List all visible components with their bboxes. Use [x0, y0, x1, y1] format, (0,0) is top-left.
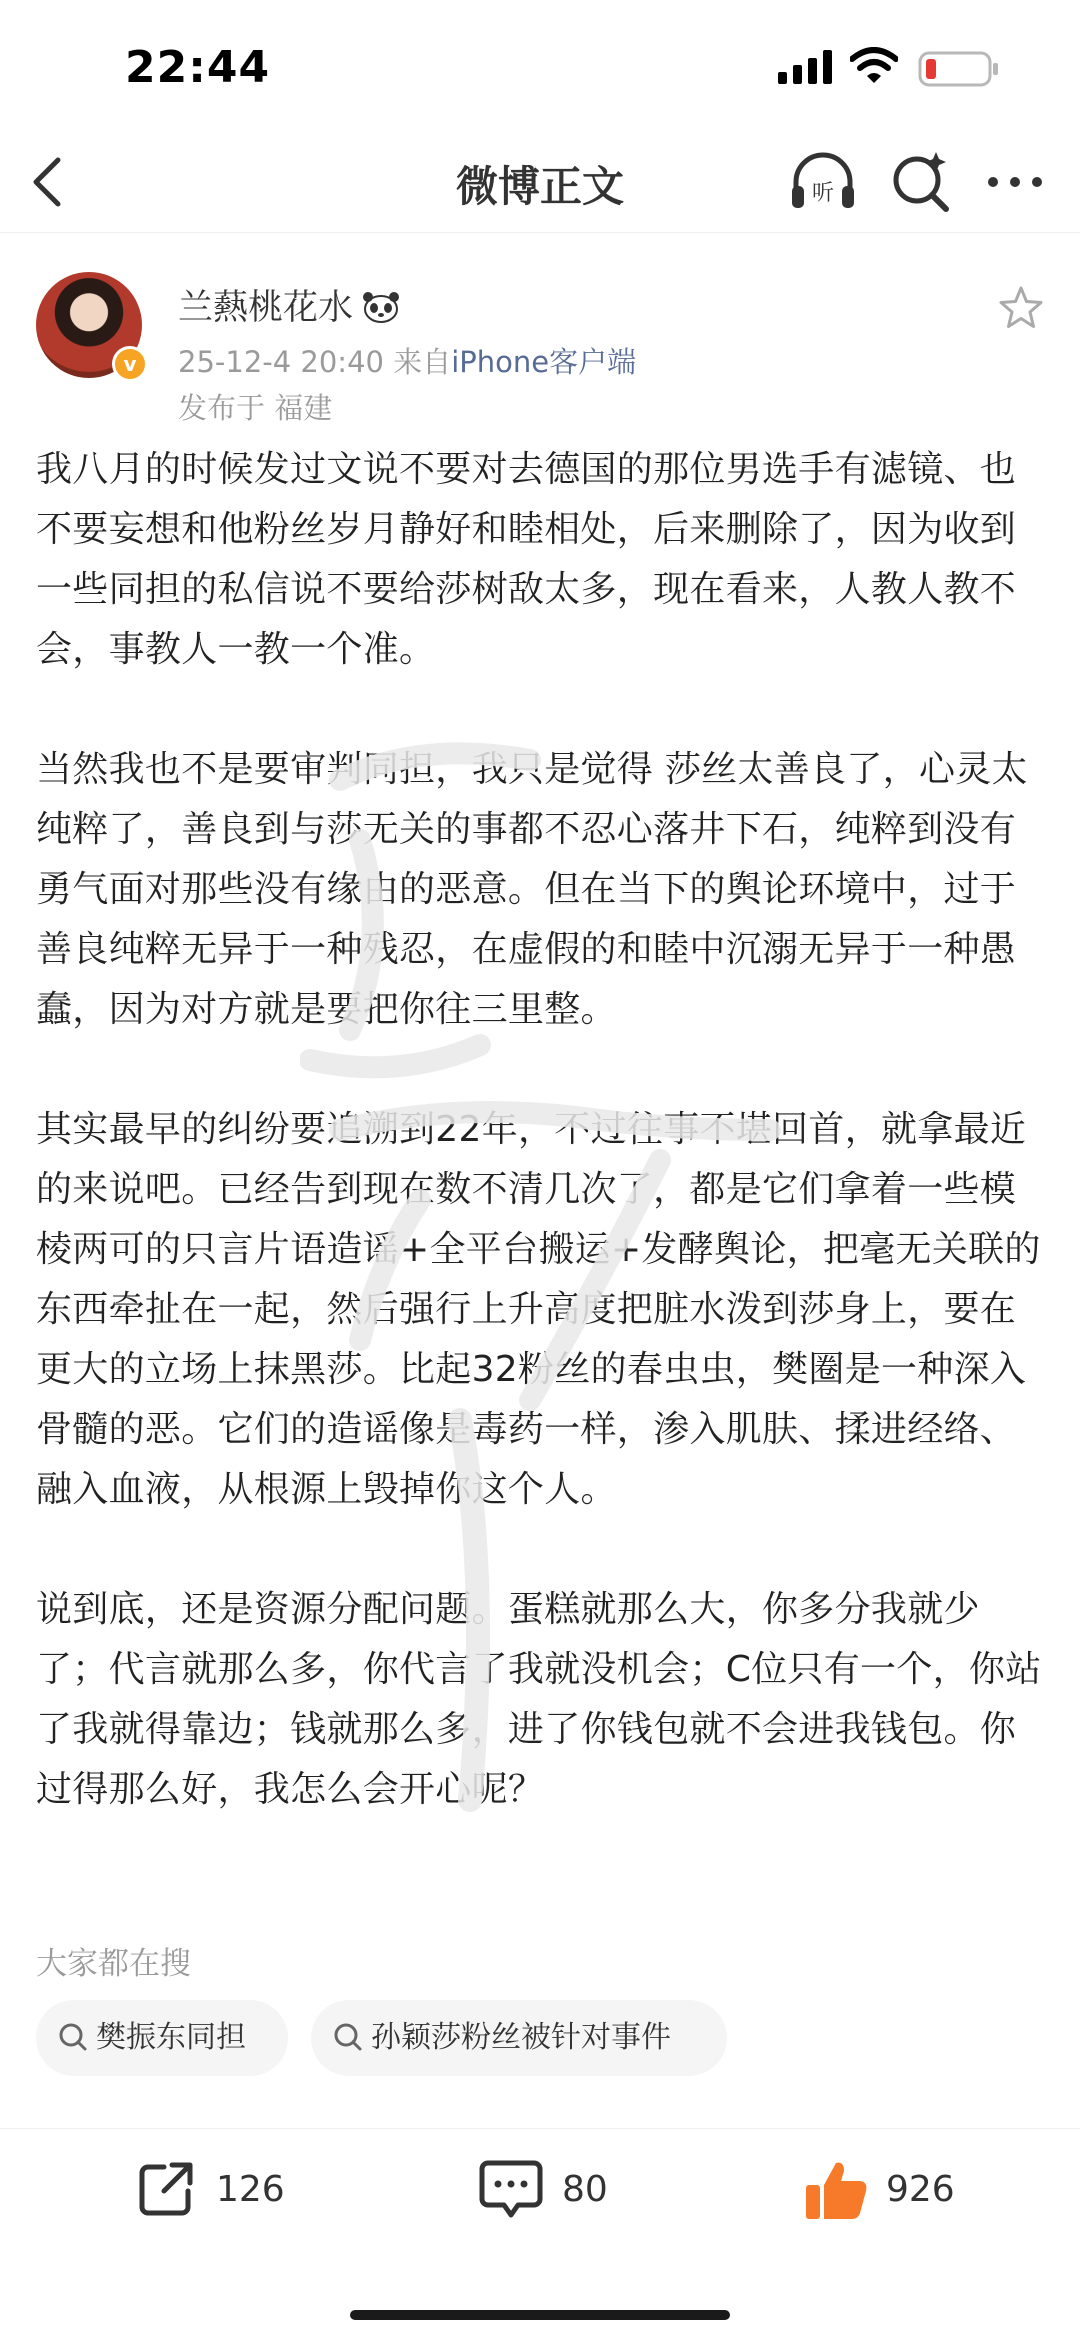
share-count: 126 — [216, 2169, 285, 2210]
more-icon[interactable] — [985, 152, 1045, 212]
hot-search-tag[interactable] — [36, 2000, 288, 2076]
post-source-client[interactable]: iPhone客户端 — [451, 345, 637, 379]
username-text[interactable]: 兰爇桃花水 — [178, 288, 354, 328]
comment-count: 80 — [562, 2169, 608, 2210]
signal-icon — [778, 50, 834, 84]
like-count: 926 — [886, 2169, 955, 2210]
post-paragraph: 说到底，还是资源分配问题。蛋糕就那么大，你多分我就少了；代言就那么多，你代言了我就没机会；C位只有一个，你站了我就得靠边；钱就那么多，进了你钱包就不会进我钱包。你过得那么好，我怎么会开心呢？ — [36, 1589, 1042, 1810]
comment-icon — [478, 2157, 544, 2223]
post-source-prefix: 来自 — [393, 345, 452, 379]
home-indicator[interactable] — [350, 2310, 730, 2320]
panda-icon — [361, 291, 401, 323]
username[interactable] — [178, 280, 401, 330]
hot-search-label: 大家都在搜 — [36, 1946, 191, 1982]
hot-search-tag[interactable] — [311, 2000, 727, 2076]
post-location: 发布于 福建 — [178, 391, 333, 425]
share-icon — [134, 2157, 198, 2221]
status-bar — [0, 0, 1080, 130]
post-paragraph: 我八月的时候发过文说不要对去德国的那位男选手有滤镜、也不要妄想和他粉丝岁月静好和睦相处，后来删除了，因为收到一些同担的私信说不要给莎树敌太多，现在看来，人教人教不会，事教人一教一个准。 — [36, 449, 1017, 670]
search-icon — [333, 2022, 363, 2052]
battery-icon — [918, 50, 1000, 88]
status-time: 22:44 — [125, 42, 271, 93]
hot-search-tag-label[interactable]: 孙颖莎粉丝被针对事件 — [371, 2020, 671, 2055]
post-meta — [178, 340, 636, 381]
verified-badge-icon: v — [112, 346, 148, 382]
wifi-icon — [850, 47, 898, 85]
listen-icon[interactable] — [788, 150, 858, 214]
search-spark-icon[interactable] — [890, 150, 952, 212]
svg-text:听: 听 — [811, 181, 835, 206]
search-icon — [58, 2022, 88, 2052]
post-paragraph: 当然我也不是要审判同担，我只是觉得 莎丝太善良了，心灵太纯粹了，善良到与莎无关的事都不忍心落井下石，纯粹到没有勇气面对那些没有缘由的恶意。但在当下的舆论环境中，过于善良纯粹无异于一种残忍，在虚假的和睦中沉溺无异于一种愚蠢，因为对方就是要把你往三里整。 — [36, 749, 1028, 1030]
action-bar — [0, 2128, 1080, 2259]
page-title: 微博正文 — [455, 162, 624, 211]
star-icon[interactable] — [998, 285, 1044, 331]
post-date: 25-12-4 20:40 — [178, 345, 384, 379]
like-icon — [802, 2157, 870, 2225]
nav-bar — [0, 130, 1080, 233]
post-body — [36, 440, 1046, 1820]
post-paragraph: 其实最早的纠纷要追溯到22年，不过往事不堪回首，就拿最近的来说吧。已经告到现在数不清几次了，都是它们拿着一些模棱两可的只言片语造谣+全平台搬运+发酵舆论，把毫无关联的东西牵扯在一起，然后强行上升高度把脏水泼到莎身上，要在更大的立场上抹黑莎。比起32粉丝的春虫虫，樊圈是一种深入骨髓的恶。它们的造谣像是毒药一样，渗入肌肤、揉进经络、融入血液，从根源上毁掉你这个人。 — [36, 1109, 1041, 1510]
hot-search-tag-label[interactable]: 樊振东同担 — [96, 2020, 246, 2055]
